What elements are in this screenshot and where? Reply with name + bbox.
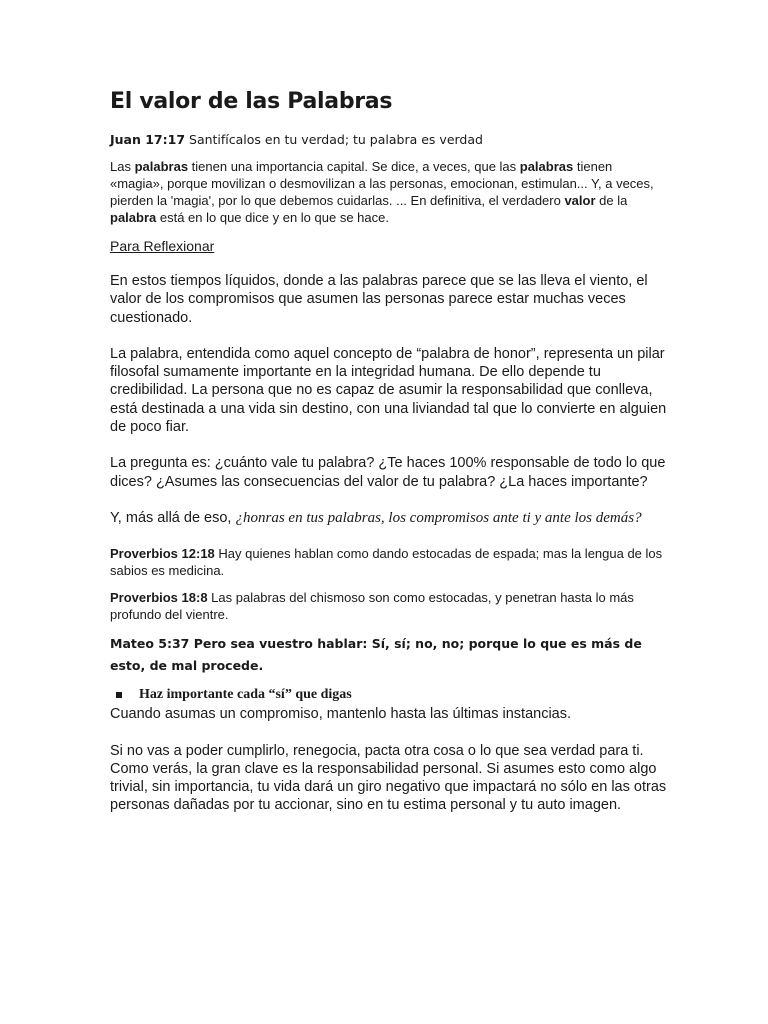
intro-paragraph <box>110 158 668 226</box>
mateo-text: Pero sea vuestro hablar: Sí, sí; no, no; porque lo que es más de esto, de mal procede. <box>110 636 642 674</box>
bullet-item <box>110 687 668 703</box>
intro-text: de la <box>595 193 628 208</box>
opening-verse <box>110 132 668 147</box>
scripture-text: Hay quienes hablan como dando estocadas de espada; mas la lengua de los sabios es medicina. <box>110 546 663 579</box>
question-lead: Y, más allá de eso, <box>110 509 236 526</box>
question-italic: ¿honras en tus palabras, los compromisos ante ti y ante los demás? <box>235 509 642 526</box>
section-heading: Para Reflexionar <box>110 238 215 254</box>
intro-text: tienen «magia», porque movilizan o desmovilizan a las personas, emocionan, estimulan... Y, a veces, pierden la 'magia', por lo que debemos cuidarlas. ... En definitiva, el verdadero <box>110 159 654 208</box>
scripture-reference <box>110 589 668 623</box>
verse-text: Santifícalos en tu verdad; tu palabra es verdad <box>185 132 483 147</box>
square-bullet-icon <box>116 692 122 698</box>
mateo-label: Mateo 5:37 <box>110 636 190 652</box>
intro-text: tienen una importancia capital. Se dice, a veces, que las <box>188 159 520 174</box>
intro-text: Las <box>110 159 135 174</box>
intro-bold: valor <box>564 193 596 208</box>
closing-paragraph: Cuando asumas un compromiso, mantenlo hasta las últimas instancias. <box>110 706 572 723</box>
mateo-verse <box>110 633 668 677</box>
body-paragraph: La palabra, entendida como aquel concepto de “palabra de honor”, representa un pilar filosofal sumamente importante en la integridad humana. De ello depende tu credibilidad. La persona que no es capaz de asumir la responsabilidad que conlleva, está destinada a una vida sin destino, con una liviandad tal que lo convierte en alguien de poco fiar. <box>110 345 667 436</box>
intro-bold: palabras <box>134 159 189 174</box>
bullet-text: Haz importante cada “sí” que digas <box>139 687 352 703</box>
intro-text: está en lo que dice y en lo que se hace. <box>156 210 389 225</box>
scripture-text: Las palabras del chismoso son como estocadas, y penetran hasta lo más profundo del vientre. <box>110 590 634 623</box>
intro-bold: palabras <box>519 159 574 174</box>
verse-reference: Juan 17:17 <box>110 132 186 147</box>
body-paragraph: La pregunta es: ¿cuánto vale tu palabra? ¿Te haces 100% responsable de todo lo que dices? ¿Asumes las consecuencias del valor de tu palabra? ¿La haces importante? <box>110 455 666 490</box>
scripture-label: Proverbios 12:18 <box>110 546 215 562</box>
document-title: El valor de las Palabras <box>110 89 393 114</box>
body-paragraph: En estos tiempos líquidos, donde a las palabras parece que se las lleva el viento, el valor de los compromisos que asumen las personas parece estar muchas veces cuestionado. <box>110 273 648 326</box>
question-paragraph <box>110 509 668 527</box>
scripture-reference <box>110 545 668 579</box>
closing-paragraph: Si no vas a poder cumplirlo, renegocia, pacta otra cosa o lo que sea verdad para ti. Como verás, la gran clave es la responsabilidad personal. Si asumes esto como algo trivial, sin importancia, tu vida dará un giro negativo que impactará no sólo en las otras personas dañadas por tu accionar, sino en tu estima personal y tu auto imagen. <box>110 742 667 814</box>
scripture-label: Proverbios 18:8 <box>110 590 208 606</box>
intro-bold: palabra <box>110 210 157 225</box>
